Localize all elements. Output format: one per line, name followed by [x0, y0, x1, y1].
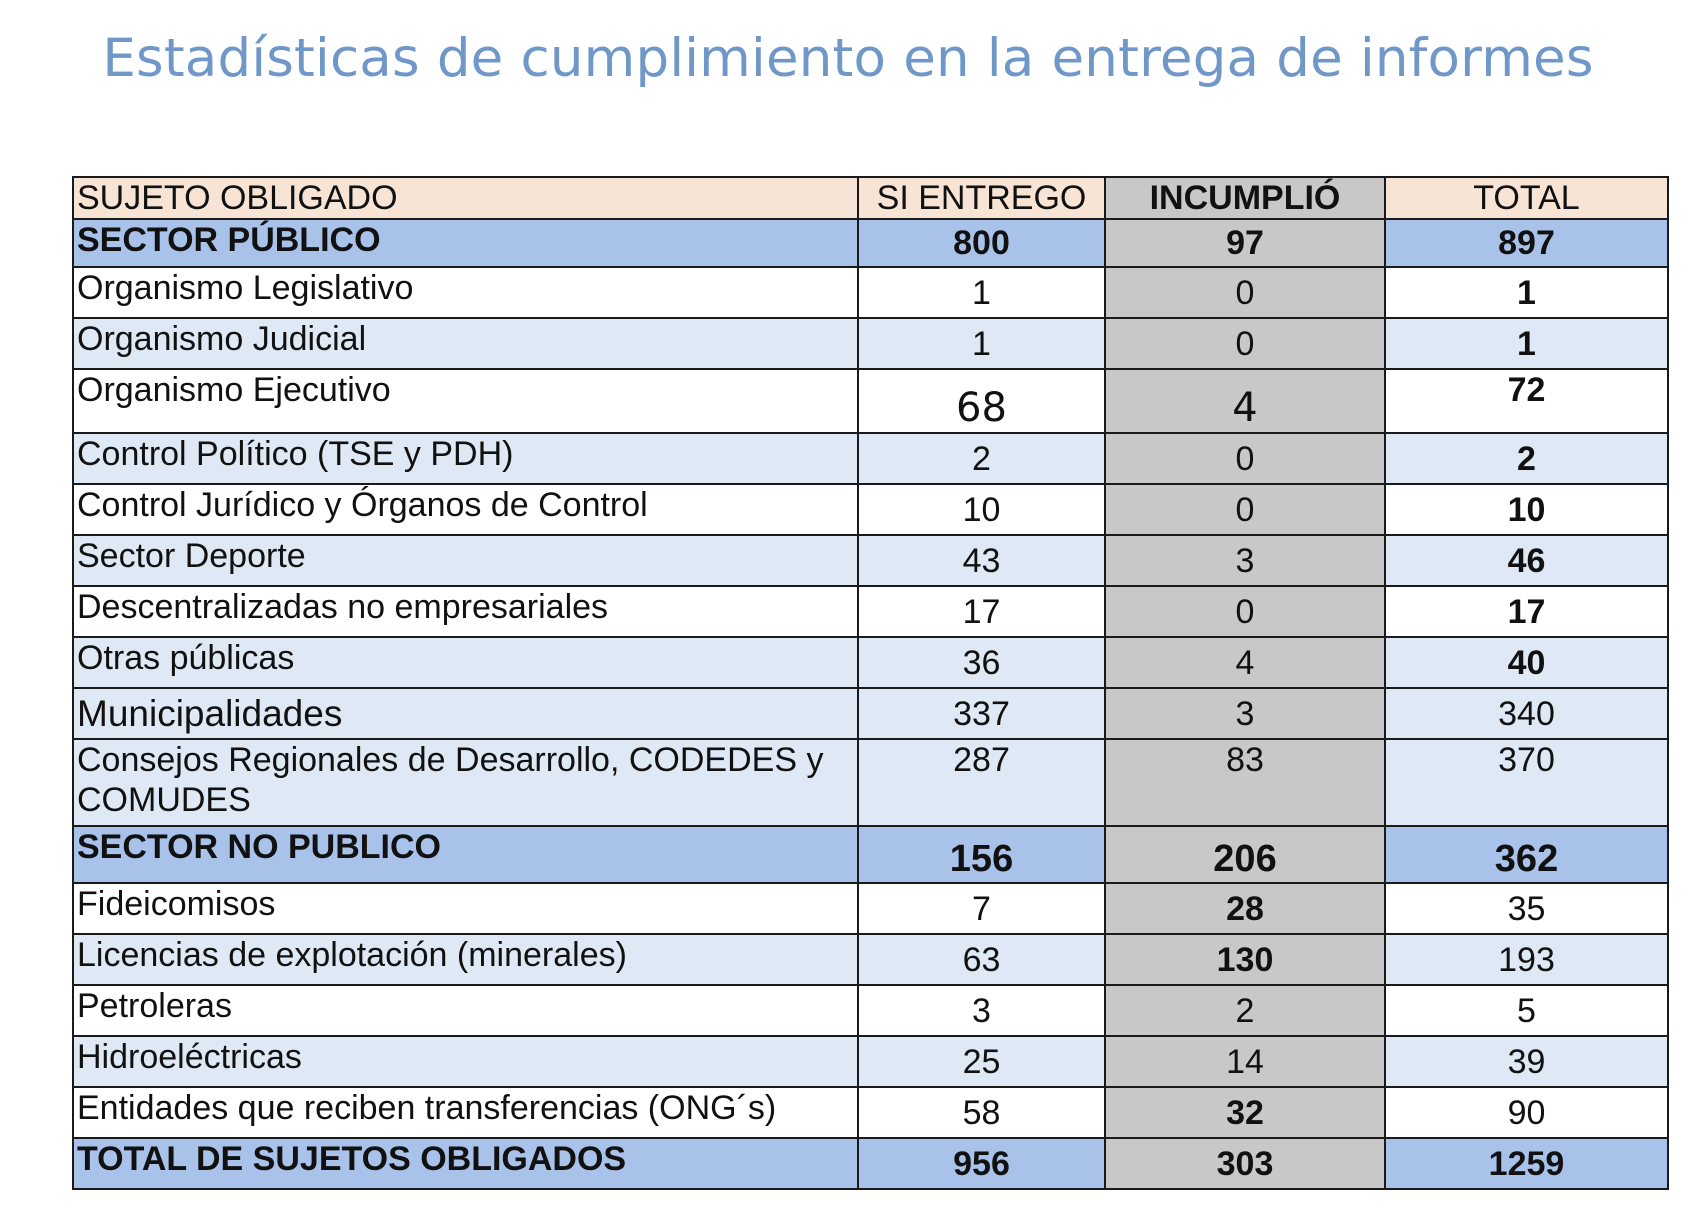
- row-incumplio: 32: [1105, 1087, 1385, 1138]
- row-total: 2: [1385, 433, 1668, 484]
- page-title: Estadísticas de cumplimiento en la entrega de informes: [102, 28, 1594, 89]
- row-si-entrego: 68: [858, 369, 1105, 433]
- table-row: [73, 484, 1668, 535]
- row-si-entrego: 25: [858, 1036, 1105, 1087]
- row-label: Petroleras: [73, 985, 858, 1036]
- row-incumplio: 130: [1105, 934, 1385, 985]
- row-si-entrego: 1: [858, 267, 1105, 318]
- table-row: [73, 369, 1668, 433]
- table-row: [73, 883, 1668, 934]
- row-si-entrego: 3: [858, 985, 1105, 1036]
- row-si-entrego: 2: [858, 433, 1105, 484]
- row-si-entrego: 337: [858, 688, 1105, 739]
- row-incumplio: 28: [1105, 883, 1385, 934]
- row-si-entrego: 17: [858, 586, 1105, 637]
- table-row: [73, 688, 1668, 739]
- row-label: Otras públicas: [73, 637, 858, 688]
- row-incumplio: 0: [1105, 433, 1385, 484]
- row-si-entrego: 58: [858, 1087, 1105, 1138]
- header-total: TOTAL: [1385, 177, 1668, 219]
- row-total: 1259: [1385, 1138, 1668, 1189]
- row-total: 46: [1385, 535, 1668, 586]
- row-total: 370: [1385, 739, 1668, 826]
- row-si-entrego: 956: [858, 1138, 1105, 1189]
- row-incumplio: 97: [1105, 219, 1385, 267]
- row-incumplio: 0: [1105, 586, 1385, 637]
- row-label: Organismo Legislativo: [73, 267, 858, 318]
- table-row-sector-publico: [73, 219, 1668, 267]
- header-sujeto-obligado: SUJETO OBLIGADO: [73, 177, 858, 219]
- row-label: Control Jurídico y Órganos de Control: [73, 484, 858, 535]
- row-total: 72: [1385, 369, 1668, 433]
- row-si-entrego: 10: [858, 484, 1105, 535]
- row-total: 90: [1385, 1087, 1668, 1138]
- row-si-entrego: 7: [858, 883, 1105, 934]
- table-row: [73, 1087, 1668, 1138]
- row-incumplio: 206: [1105, 826, 1385, 883]
- row-incumplio: 2: [1105, 985, 1385, 1036]
- row-si-entrego: 43: [858, 535, 1105, 586]
- table-row: [73, 535, 1668, 586]
- compliance-table: [72, 176, 1669, 1190]
- row-total: 193: [1385, 934, 1668, 985]
- header-incumplio: INCUMPLIÓ: [1105, 177, 1385, 219]
- row-total: 1: [1385, 267, 1668, 318]
- row-label: Organismo Judicial: [73, 318, 858, 369]
- row-total: 39: [1385, 1036, 1668, 1087]
- header-si-entrego: SI ENTREGO: [858, 177, 1105, 219]
- table-row: [73, 1036, 1668, 1087]
- row-total: 10: [1385, 484, 1668, 535]
- table-header-row: [73, 177, 1668, 219]
- row-total: 1: [1385, 318, 1668, 369]
- row-label: Entidades que reciben transferencias (ONG´s): [73, 1087, 858, 1138]
- row-label: SECTOR PÚBLICO: [73, 219, 858, 267]
- row-incumplio: 3: [1105, 535, 1385, 586]
- row-label: Sector Deporte: [73, 535, 858, 586]
- row-incumplio: 0: [1105, 267, 1385, 318]
- row-total: 35: [1385, 883, 1668, 934]
- row-total: 5: [1385, 985, 1668, 1036]
- row-label: TOTAL DE SUJETOS OBLIGADOS: [73, 1138, 858, 1189]
- row-label: Consejos Regionales de Desarrollo, CODEDES y COMUDES: [73, 739, 858, 826]
- row-incumplio: 4: [1105, 369, 1385, 433]
- row-label: Hidroeléctricas: [73, 1036, 858, 1087]
- row-si-entrego: 36: [858, 637, 1105, 688]
- table-row: [73, 318, 1668, 369]
- table-row: [73, 433, 1668, 484]
- row-incumplio: 14: [1105, 1036, 1385, 1087]
- row-label: Organismo Ejecutivo: [73, 369, 858, 433]
- row-incumplio: 4: [1105, 637, 1385, 688]
- row-incumplio: 0: [1105, 484, 1385, 535]
- row-total: 897: [1385, 219, 1668, 267]
- row-label: Descentralizadas no empresariales: [73, 586, 858, 637]
- row-label: Licencias de explotación (minerales): [73, 934, 858, 985]
- table-row: [73, 586, 1668, 637]
- row-incumplio: 83: [1105, 739, 1385, 826]
- row-label: Fideicomisos: [73, 883, 858, 934]
- row-incumplio: 0: [1105, 318, 1385, 369]
- table-row: [73, 739, 1668, 826]
- row-si-entrego: 63: [858, 934, 1105, 985]
- row-total: 340: [1385, 688, 1668, 739]
- row-si-entrego: 287: [858, 739, 1105, 826]
- row-total: 17: [1385, 586, 1668, 637]
- row-label: Control Político (TSE y PDH): [73, 433, 858, 484]
- table-row: [73, 267, 1668, 318]
- row-incumplio: 303: [1105, 1138, 1385, 1189]
- row-label: Municipalidades: [73, 688, 858, 739]
- row-si-entrego: 156: [858, 826, 1105, 883]
- table-row-sector-no-publico: [73, 826, 1668, 883]
- table-row: [73, 637, 1668, 688]
- row-total: 40: [1385, 637, 1668, 688]
- table-row: [73, 934, 1668, 985]
- table-row: [73, 985, 1668, 1036]
- row-incumplio: 3: [1105, 688, 1385, 739]
- row-total: 362: [1385, 826, 1668, 883]
- row-si-entrego: 1: [858, 318, 1105, 369]
- row-label: SECTOR NO PUBLICO: [73, 826, 858, 883]
- table-row-total-sujetos: [73, 1138, 1668, 1189]
- row-si-entrego: 800: [858, 219, 1105, 267]
